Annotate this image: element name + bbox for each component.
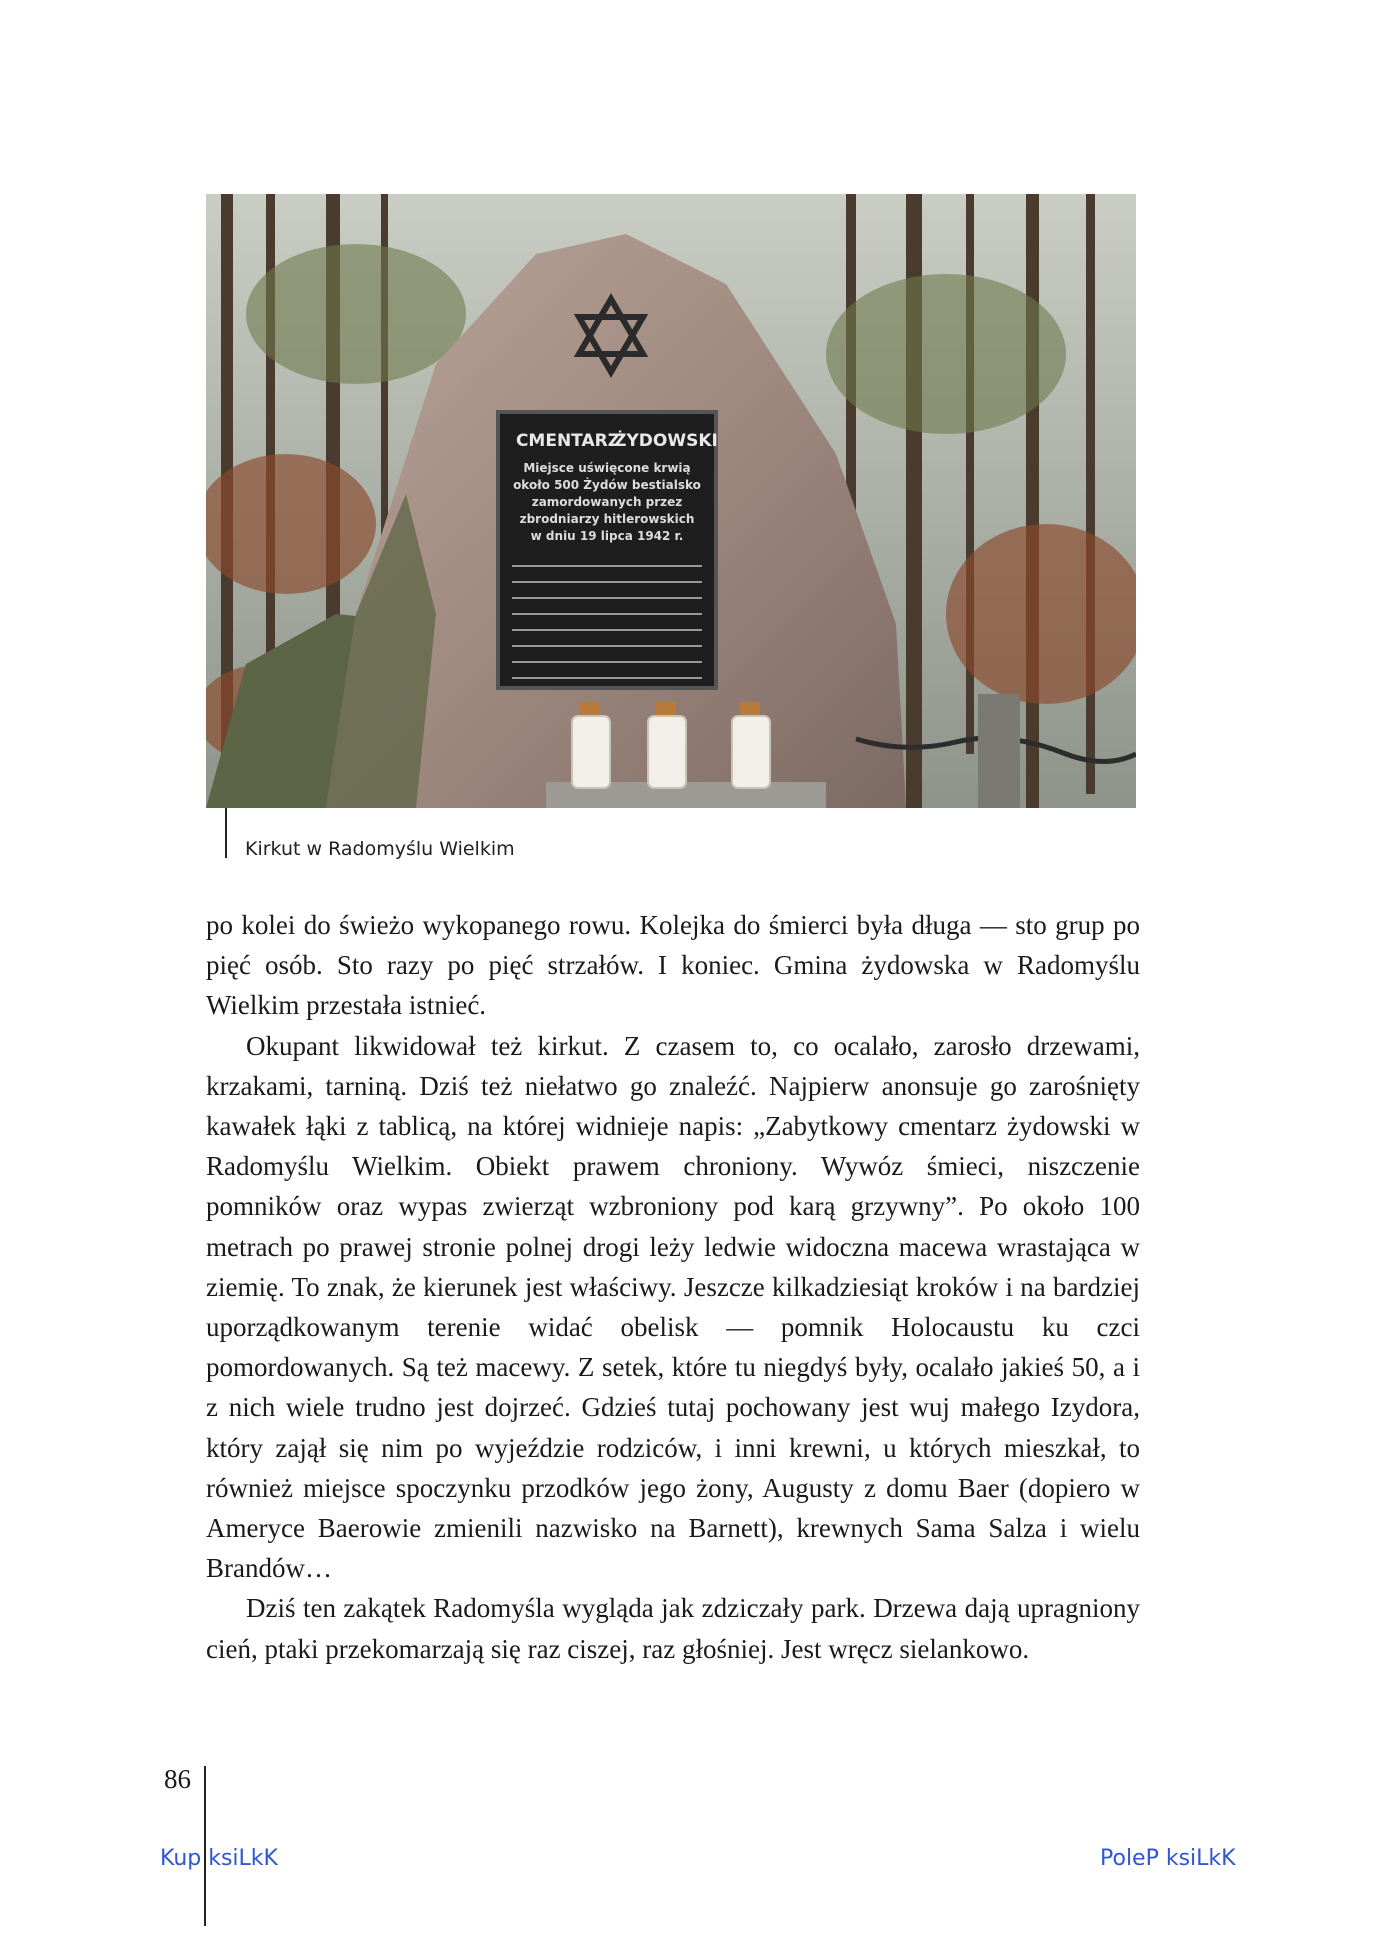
plaque-line-4: zbrodniarzy hitlerowskich bbox=[519, 512, 695, 526]
memorial-photo bbox=[206, 194, 1136, 808]
plaque-line-5: w dniu 19 lipca 1942 r. bbox=[530, 529, 684, 543]
paragraph-1: po kolei do świeżo wykopanego rowu. Kolejka do śmierci była długa — sto grup po pięć osób. Sto razy po pięć strzałów. I koniec. Gmina żydowska w Radomyślu Wielkim przestała istnieć. bbox=[206, 910, 1140, 1021]
plaque-title-left: CMENTARZ bbox=[515, 431, 621, 451]
plaque-line-3: zamordowanych przez bbox=[531, 495, 683, 509]
plaque-line-1: Miejsce uświęcone krwią bbox=[523, 461, 691, 475]
caption-rule bbox=[225, 808, 227, 858]
page-number: 86 bbox=[164, 1764, 191, 1794]
photo-caption: Kirkut w Radomyślu Wielkim bbox=[245, 838, 515, 860]
paragraph-3: Dziś ten zakątek Radomyśla wygląda jak zdziczały park. Drzewa dają upragniony cień, ptaki przekomarzają się raz ciszej, raz głośniej. Jest wręcz sielankowo. bbox=[206, 1593, 1140, 1664]
memorial-illustration bbox=[206, 194, 1136, 808]
paragraph-2: Okupant likwidował też kirkut. Z czasem to, co ocalało, zarosło drzewami, krzakami, tarniną. Dziś też niełatwo go znaleźć. Najpierw anonsuje go zarośnięty kawałek łąki z tablicą, na której widnieje napis: „Zabytkowy cmentarz żydowski w Radomyślu Wielkim. Obiekt prawem chroniony. Wywóz śmieci, niszczenie pomników oraz wypas zwierząt wzbroniony pod karą grzywny”. Po około 100 metrach po prawej stronie polnej drogi leży ledwie widoczna macewa wrastająca w ziemię. To znak, że kierunek jest właściwy. Jeszcze kilkadziesiąt kroków i na bardziej uporządkowanym terenie widać obelisk — pomnik Holocaustu ku czci pomordowanych. Są też macewy. Z setek, które tu niegdyś były, ocalało jakieś 50, a i z nich wiele trudno jest dojrzeć. Gdzieś tutaj pochowany jest wuj małego Izydora, który zajął się nim po wyjeździe rodziców, i inni krewni, u których mieszkał, to również miejsce spoczynku przodków jego żony, Augusty z domu Baer (dopiero w Ameryce Baerowie zmienili nazwisko na Barnett), krewnych Sama Salza i wielu Brandów… bbox=[206, 1030, 1140, 1584]
recommend-book-link[interactable]: PoleP ksiLkK bbox=[1100, 1846, 1236, 1871]
body-text bbox=[206, 905, 1140, 1669]
plaque-line-2: około 500 Żydów bestialsko bbox=[513, 478, 701, 492]
plaque-title-right: ŻYDOWSKI bbox=[614, 431, 718, 451]
buy-book-link[interactable]: Kup ksiLkK bbox=[160, 1846, 278, 1871]
